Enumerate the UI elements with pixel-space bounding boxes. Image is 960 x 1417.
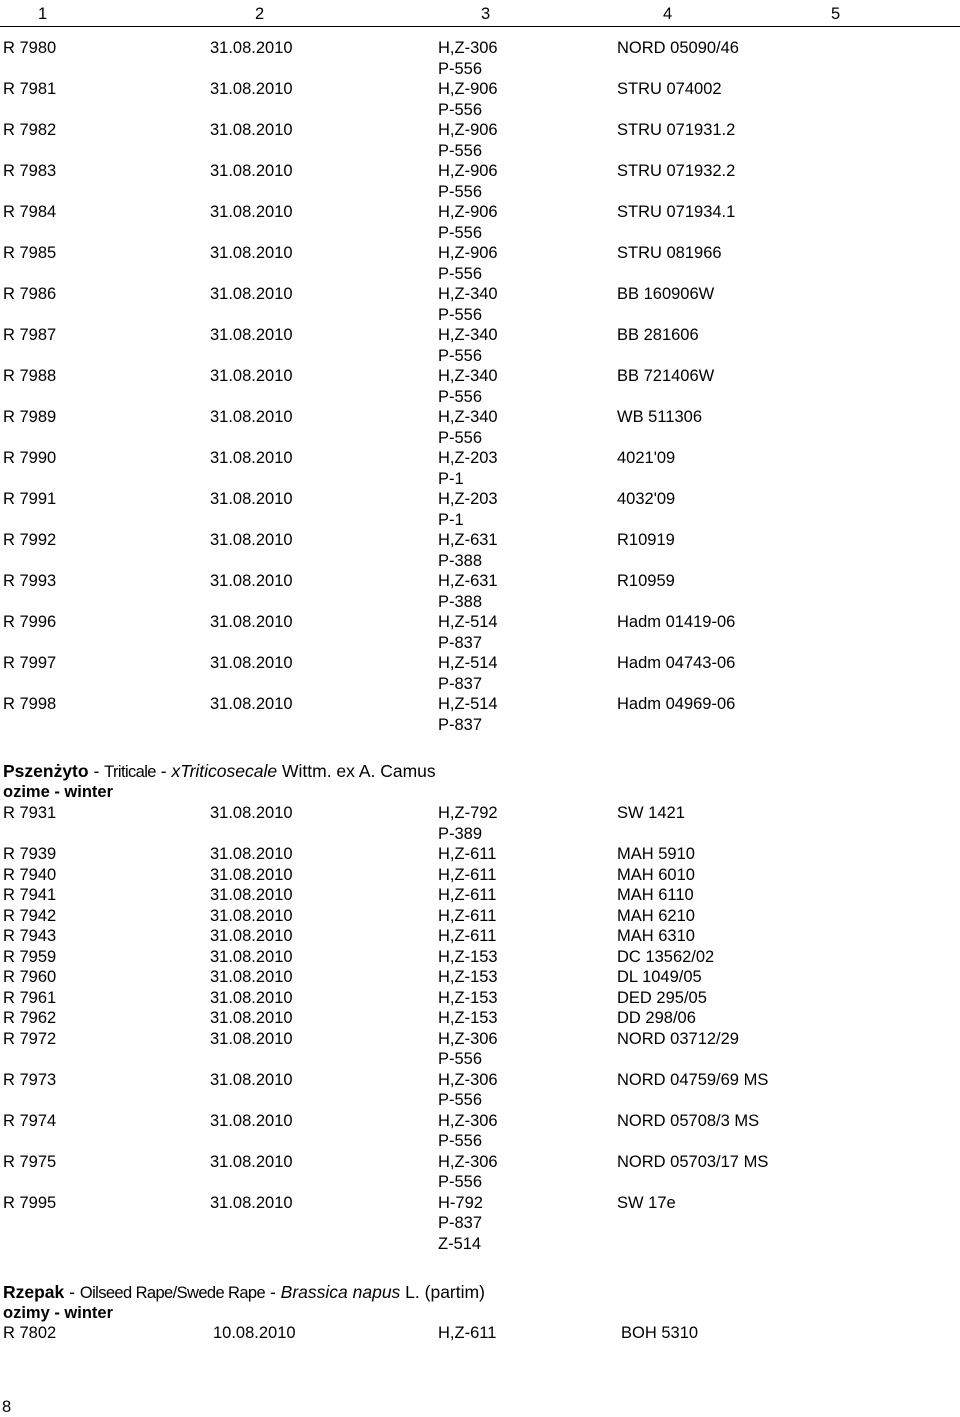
row-id: R 7992 <box>3 531 57 549</box>
row-date: 31.08.2010 <box>210 845 293 863</box>
row-treatment-line: H,Z-611 <box>438 906 497 925</box>
row-code: Hadm 04743-06 <box>617 654 736 672</box>
row-date: 31.08.2010 <box>210 326 293 344</box>
row-treatment-line: H,Z-153 <box>438 947 498 966</box>
row-code: MAH 5910 <box>617 845 695 863</box>
row-treatment <box>438 407 498 448</box>
row-treatment <box>438 947 498 968</box>
row-treatment-line: P-556 <box>438 223 483 242</box>
table-row <box>0 1193 960 1255</box>
table-row <box>0 803 960 844</box>
row-treatment-line: H,Z-203 <box>438 490 498 508</box>
row-date: 31.08.2010 <box>210 654 293 672</box>
row-date: 31.08.2010 <box>210 906 293 925</box>
row-date: 31.08.2010 <box>210 1070 293 1089</box>
row-code: BB 281606 <box>617 326 699 344</box>
row-treatment <box>438 1008 498 1029</box>
row-date: 31.08.2010 <box>210 695 293 713</box>
row-date: 31.08.2010 <box>210 203 293 221</box>
row-id: R 7982 <box>3 121 57 139</box>
row-treatment <box>438 694 498 735</box>
row-treatment-line: H,Z-514 <box>438 613 498 631</box>
column-header-3: 3 <box>481 5 491 23</box>
row-treatment-line: Z-514 <box>438 1234 482 1253</box>
table-row <box>0 489 960 530</box>
row-code: MAH 6310 <box>617 927 695 945</box>
row-treatment-line: H,Z-306 <box>438 1029 498 1048</box>
row-code: NORD 05703/17 MS <box>617 1152 769 1171</box>
row-id: R 7995 <box>3 1193 57 1212</box>
table-row <box>0 653 960 694</box>
row-treatment-line: H,Z-906 <box>438 80 498 98</box>
row-date: 31.08.2010 <box>210 988 293 1007</box>
row-treatment-line: H,Z-514 <box>438 695 498 713</box>
row-treatment-line: H,Z-906 <box>438 244 498 262</box>
table-row <box>0 865 960 886</box>
table-row <box>0 202 960 243</box>
row-treatment <box>438 885 496 906</box>
table-row <box>0 1070 960 1111</box>
row-treatment <box>438 1070 498 1111</box>
row-code: 4021'09 <box>617 449 676 467</box>
row-treatment-line: H,Z-611 <box>438 886 497 904</box>
row-code: R10919 <box>617 531 675 549</box>
table-row <box>0 120 960 161</box>
row-treatment-line: P-389 <box>438 824 483 843</box>
row-treatment-line: P-1 <box>438 469 464 488</box>
row-code: DC 13562/02 <box>617 947 715 966</box>
row-date: 31.08.2010 <box>210 244 293 262</box>
row-treatment <box>438 38 498 79</box>
row-date: 31.08.2010 <box>210 162 293 180</box>
row-code: BOH 5310 <box>621 1324 699 1342</box>
column-header-1: 1 <box>38 5 48 23</box>
table-row <box>0 906 960 927</box>
row-id: R 7993 <box>3 572 57 590</box>
section2-name-en: Triticale <box>104 763 156 781</box>
row-code: STRU 071934.1 <box>617 203 736 221</box>
row-id: R 7991 <box>3 490 57 508</box>
row-code: DD 298/06 <box>617 1009 696 1027</box>
table-row <box>0 844 960 865</box>
table-row <box>0 366 960 407</box>
row-date: 10.08.2010 <box>213 1324 296 1342</box>
row-code: NORD 05090/46 <box>617 39 739 57</box>
row-treatment-line: P-556 <box>438 59 483 78</box>
section2-latin-name: xTriticosecale <box>171 761 278 781</box>
row-code: STRU 081966 <box>617 244 722 262</box>
row-treatment-line: H,Z-906 <box>438 203 498 221</box>
row-treatment-line: P-556 <box>438 387 483 406</box>
row-date: 31.08.2010 <box>210 408 293 426</box>
row-date: 31.08.2010 <box>210 1009 293 1027</box>
row-code: STRU 071931.2 <box>617 121 736 139</box>
row-date: 31.08.2010 <box>210 613 293 631</box>
section3-name-en: Oilseed Rape/Swede Rape <box>79 1284 266 1302</box>
section3-author: L. (partim) <box>400 1282 485 1302</box>
row-treatment <box>438 967 498 988</box>
row-treatment-line: P-388 <box>438 551 483 570</box>
row-id: R 7981 <box>3 80 57 98</box>
row-id: R 7997 <box>3 654 57 672</box>
row-id: R 7960 <box>3 968 57 986</box>
row-treatment-line: P-837 <box>438 1214 483 1232</box>
table-row <box>0 947 960 968</box>
table-row <box>0 325 960 366</box>
row-date: 31.08.2010 <box>210 80 293 98</box>
row-treatment-line: H,Z-906 <box>438 121 498 139</box>
row-id: R 7940 <box>3 865 57 884</box>
row-date: 31.08.2010 <box>210 531 293 549</box>
row-treatment-line: H,Z-514 <box>438 654 498 672</box>
row-date: 31.08.2010 <box>210 1193 293 1212</box>
row-treatment <box>438 202 498 243</box>
row-id: R 7941 <box>3 886 57 904</box>
row-date: 31.08.2010 <box>210 968 293 986</box>
row-treatment-line: P-556 <box>438 428 483 447</box>
row-treatment-line: P-1 <box>438 510 464 529</box>
section3-title <box>3 1281 485 1304</box>
row-treatment-line: H,Z-340 <box>438 326 498 344</box>
row-treatment-line: H,Z-792 <box>438 804 498 822</box>
row-treatment-line: P-556 <box>438 1050 483 1068</box>
section2-separator: - <box>88 761 105 781</box>
row-treatment-line: H,Z-611 <box>438 865 497 884</box>
row-date: 31.08.2010 <box>210 886 293 904</box>
column-header-4: 4 <box>663 5 673 23</box>
row-code: SW 17e <box>617 1193 676 1212</box>
row-date: 31.08.2010 <box>210 121 293 139</box>
row-treatment-line: P-837 <box>438 633 483 652</box>
table-row <box>0 988 960 1009</box>
column-header-2: 2 <box>255 5 265 23</box>
row-treatment <box>438 612 498 653</box>
row-code: BB 721406W <box>617 367 715 385</box>
section2-separator: - <box>155 761 172 781</box>
row-id: R 7802 <box>3 1324 57 1342</box>
row-id: R 7990 <box>3 449 57 467</box>
row-id: R 7987 <box>3 326 57 344</box>
row-date: 31.08.2010 <box>210 367 293 385</box>
page-number: 8 <box>2 1398 12 1416</box>
row-treatment-line: P-556 <box>438 305 483 324</box>
row-code: STRU 071932.2 <box>617 162 736 180</box>
table-row <box>0 284 960 325</box>
row-treatment-line: P-556 <box>438 141 483 160</box>
row-code: R10959 <box>617 572 675 590</box>
row-date: 31.08.2010 <box>210 39 293 57</box>
row-id: R 7942 <box>3 906 57 925</box>
row-treatment-line: P-556 <box>438 1091 483 1109</box>
row-treatment-line: P-556 <box>438 1132 483 1150</box>
row-treatment-line: H,Z-631 <box>438 531 498 549</box>
row-treatment <box>438 803 498 844</box>
row-treatment-line: H,Z-611 <box>438 927 497 945</box>
section2-subtitle: ozime - winter <box>3 783 114 801</box>
row-code: SW 1421 <box>617 804 685 822</box>
row-treatment <box>438 120 498 161</box>
row-id: R 7983 <box>3 162 57 180</box>
row-code: Hadm 04969-06 <box>617 695 736 713</box>
row-treatment <box>438 448 498 489</box>
section3-subtitle: ozimy - winter <box>3 1304 114 1322</box>
row-treatment-line: H,Z-153 <box>438 988 498 1007</box>
section3-separator: - <box>265 1282 281 1302</box>
row-treatment-line: P-556 <box>438 264 483 283</box>
row-code: MAH 6110 <box>617 886 694 904</box>
table-row <box>0 1323 960 1344</box>
row-code: DL 1049/05 <box>617 968 702 986</box>
row-treatment-line: H,Z-153 <box>438 968 498 986</box>
table-row <box>0 161 960 202</box>
row-treatment-line: H,Z-631 <box>438 572 498 590</box>
row-date: 31.08.2010 <box>210 804 293 822</box>
row-code: STRU 074002 <box>617 80 722 98</box>
row-treatment <box>438 366 498 407</box>
row-treatment-line: H,Z-340 <box>438 408 498 426</box>
row-treatment-line: H,Z-340 <box>438 285 498 303</box>
row-treatment-line: H,Z-906 <box>438 162 498 180</box>
row-id: R 7939 <box>3 845 57 863</box>
section2-title <box>3 760 436 783</box>
row-treatment-line: H,Z-611 <box>438 1324 497 1342</box>
row-code: BB 160906W <box>617 285 715 303</box>
table-row <box>0 243 960 284</box>
row-treatment-line: H,Z-153 <box>438 1009 498 1027</box>
row-date: 31.08.2010 <box>210 449 293 467</box>
table-row <box>0 1029 960 1070</box>
row-treatment <box>438 844 496 865</box>
section2-author: Wittm. ex A. Camus <box>277 761 436 781</box>
row-id: R 7986 <box>3 285 57 303</box>
row-treatment <box>438 906 496 927</box>
row-id: R 7943 <box>3 927 57 945</box>
row-treatment <box>438 571 498 612</box>
row-treatment <box>438 161 498 202</box>
section3-name-pl: Rzepak <box>3 1282 65 1302</box>
column-header-5: 5 <box>831 5 841 23</box>
row-treatment-line: H,Z-306 <box>438 1070 498 1089</box>
row-treatment-line: P-837 <box>438 715 483 734</box>
row-date: 31.08.2010 <box>210 490 293 508</box>
section2-name-pl: Pszenżyto <box>3 761 89 781</box>
table-row <box>0 694 960 735</box>
row-treatment <box>438 530 498 571</box>
table-row <box>0 79 960 120</box>
column-header-row <box>0 0 960 27</box>
table-row <box>0 448 960 489</box>
row-code: Hadm 01419-06 <box>617 613 736 631</box>
row-date: 31.08.2010 <box>210 1029 293 1048</box>
table-row <box>0 926 960 947</box>
row-code: MAH 6210 <box>617 906 695 925</box>
row-id: R 7985 <box>3 244 57 262</box>
table-row <box>0 1152 960 1193</box>
row-code: NORD 05708/3 MS <box>617 1111 760 1130</box>
row-date: 31.08.2010 <box>210 1152 293 1171</box>
row-treatment-line: H,Z-203 <box>438 449 498 467</box>
row-treatment-line: H,Z-611 <box>438 845 497 863</box>
row-treatment-line: P-556 <box>438 346 483 365</box>
row-date: 31.08.2010 <box>210 927 293 945</box>
row-treatment <box>438 243 498 284</box>
row-id: R 7996 <box>3 613 57 631</box>
table-row <box>0 1111 960 1152</box>
row-treatment <box>438 1152 498 1193</box>
row-treatment <box>438 79 498 120</box>
table-row <box>0 1008 960 1029</box>
row-treatment <box>438 1193 483 1255</box>
row-id: R 7980 <box>3 39 57 57</box>
row-treatment <box>438 284 498 325</box>
row-treatment <box>438 489 498 530</box>
table-row <box>0 571 960 612</box>
section3-separator: - <box>64 1282 80 1302</box>
row-date: 31.08.2010 <box>210 947 293 966</box>
table-row <box>0 407 960 448</box>
row-treatment-line: H,Z-306 <box>438 39 498 57</box>
row-code: MAH 6010 <box>617 865 695 884</box>
table-row <box>0 967 960 988</box>
row-id: R 7988 <box>3 367 57 385</box>
section3-latin-name: Brassica napus <box>280 1282 401 1302</box>
row-id: R 7931 <box>3 804 57 822</box>
row-treatment-line: H,Z-306 <box>438 1152 498 1171</box>
row-treatment-line: P-556 <box>438 182 483 201</box>
row-code: DED 295/05 <box>617 988 707 1007</box>
row-id: R 7998 <box>3 695 57 713</box>
row-treatment <box>438 1323 496 1344</box>
row-id: R 7974 <box>3 1111 57 1130</box>
row-treatment <box>438 1111 498 1152</box>
row-code: WB 511306 <box>617 408 702 426</box>
row-code: NORD 04759/69 MS <box>617 1070 769 1089</box>
row-treatment-line: P-556 <box>438 1173 483 1191</box>
row-treatment-line: H,Z-306 <box>438 1111 498 1130</box>
row-code: 4032'09 <box>617 490 676 508</box>
row-treatment <box>438 1029 498 1070</box>
table-row <box>0 612 960 653</box>
row-treatment <box>438 325 498 366</box>
row-treatment-line: P-388 <box>438 592 483 611</box>
table-row <box>0 885 960 906</box>
row-treatment <box>438 653 498 694</box>
row-treatment-line: P-556 <box>438 100 483 119</box>
row-treatment-line: P-837 <box>438 674 483 693</box>
row-treatment <box>438 988 498 1009</box>
row-date: 31.08.2010 <box>210 285 293 303</box>
row-id: R 7989 <box>3 408 57 426</box>
row-date: 31.08.2010 <box>210 1111 293 1130</box>
table-row <box>0 38 960 79</box>
row-code: NORD 03712/29 <box>617 1029 739 1048</box>
row-id: R 7973 <box>3 1070 57 1089</box>
row-date: 31.08.2010 <box>210 865 293 884</box>
table-row <box>0 530 960 571</box>
row-id: R 7959 <box>3 947 57 966</box>
row-treatment-line: H-792 <box>438 1193 483 1212</box>
row-id: R 7961 <box>3 988 57 1007</box>
row-id: R 7984 <box>3 203 57 221</box>
row-treatment <box>438 865 496 886</box>
row-id: R 7972 <box>3 1029 57 1048</box>
row-id: R 7962 <box>3 1009 57 1027</box>
row-date: 31.08.2010 <box>210 572 293 590</box>
row-id: R 7975 <box>3 1152 57 1171</box>
row-treatment-line: H,Z-340 <box>438 367 498 385</box>
row-treatment <box>438 926 496 947</box>
